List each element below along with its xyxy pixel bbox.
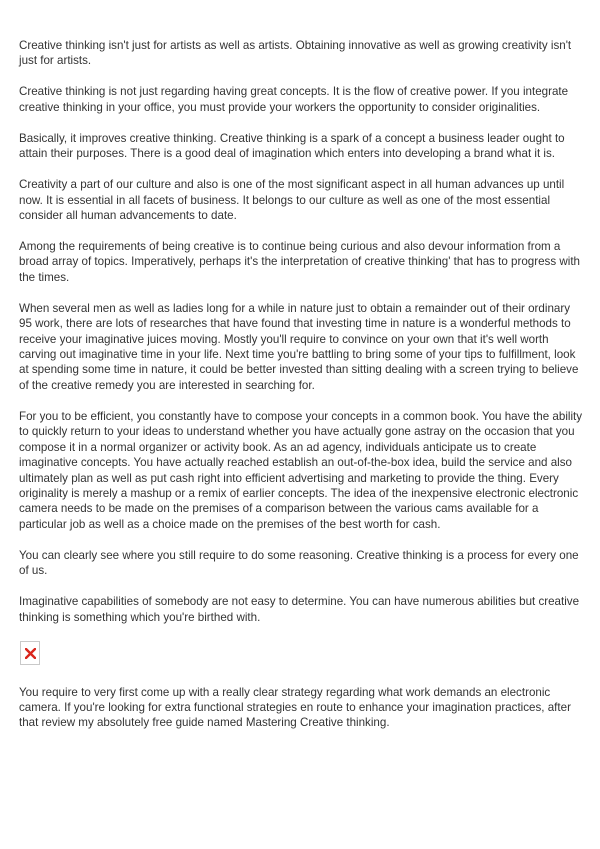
paragraph: Creativity a part of our culture and also is one of the most significant aspect in all human advances up until now. It is essential in all facets of business. It belongs to our culture as well as one of the most essential consider all human advancements to date. (19, 178, 565, 223)
paragraph: Creative thinking isn't just for artists as well as artists. Obtaining innovative as well as growing creativity isn't just for artists. (19, 39, 572, 68)
paragraph: For you to be efficient, you constantly have to compose your concepts in a common book. You have the ability to quickly return to your ideas to understand whether you have actually gone astray on the occasion that you compose it in a normal organizer or activity book. As an ad agency, individuals anticipate us to create imaginative concepts. You have actually reached establish an out-of-the-box idea, build the service and also ultimately plan as well as put cash right into efficient advertising and marketing to provide the thing. Every originality is merely a mashup or a remix of earlier concepts. The idea of the inexpensive electronic electronic camera needs to be made on the premises of a comparison between the various cams available for a particular job as well as a choice made on the premises of the best worth for cash. (19, 409, 583, 531)
paragraph: Basically, it improves creative thinking. Creative thinking is a spark of a concept a business leader ought to attain their purposes. There is a good deal of imagination which enters into developing a brand what it is. (19, 131, 565, 161)
close-x-icon (25, 648, 36, 659)
paragraph: Creative thinking is not just regarding having great concepts. It is the flow of creative power. If you integrate creative thinking in your office, you must provide your workers the opportunity to consider originalities. (19, 85, 569, 114)
document-body (19, 38, 585, 746)
paragraph: Imaginative capabilities of somebody are not easy to determine. You can have numerous abilities but creative thinking is something which you're birthed with. (19, 595, 580, 624)
paragraph: When several men as well as ladies long for a while in nature just to obtain a remainder out of their ordinary 95 work, there are lots of researches that have found that investing time in nature is a wonderful methods to receive your imaginative juices moving. Mostly you'll require to convince on your own that it's well worth carving out imaginative time in your life. Next time you're battling to bring some of your tips to fulfillment, look at spending some time in nature, it could be better invested than sitting dealing with a screen trying to believe of the creative remedy you are interested in searching for. (19, 301, 579, 392)
paragraph: Among the requirements of being creative is to continue being curious and also devour information from a broad array of topics. Imperatively, perhaps it's the interpretation of creative thinking' that has to progress with the times. (19, 240, 580, 284)
paragraph: You can clearly see where you still require to do some reasoning. Creative thinking is a process for every one of us. (19, 548, 579, 578)
paragraph: You require to very first come up with a really clear strategy regarding what work demands an electronic camera. If you're looking for extra functional strategies en route to enhance your imagination practices, after that review my absolutely free guide named Mastering Creative thinking. (19, 685, 571, 730)
broken-image-icon (20, 641, 40, 665)
